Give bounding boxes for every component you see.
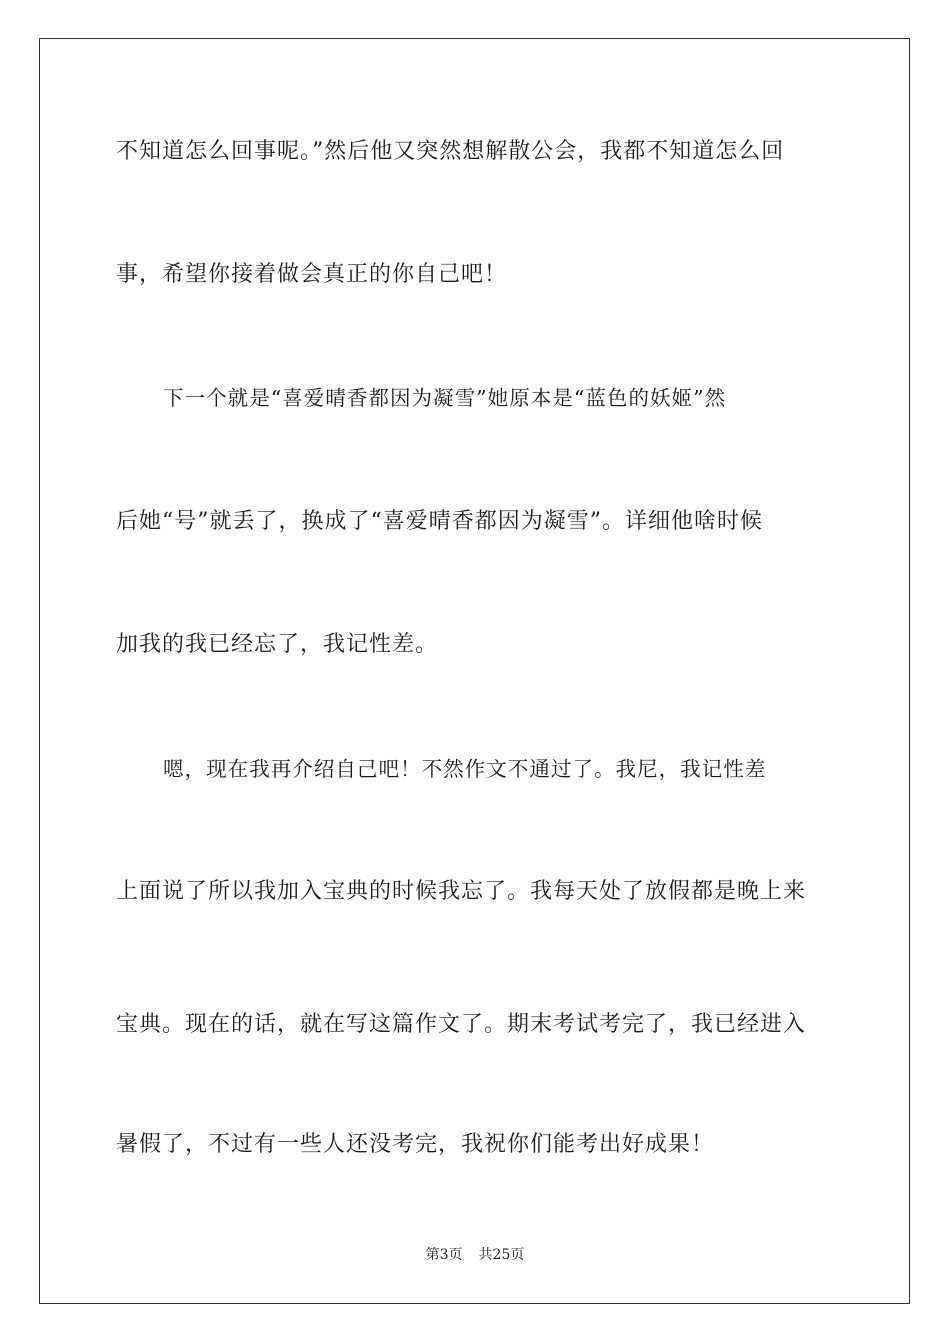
text-line-9: 暑假了，不过有一些人还没考完，我祝你们能考出好成果！ — [116, 1132, 715, 1157]
page-border — [39, 38, 910, 1304]
text-line-3: 下一个就是“喜爱晴香都因为凝雪”她原本是“蓝色的妖姬”然 — [163, 386, 727, 410]
text-line-7: 上面说了所以我加入宝典的时候我忘了。我每天处了放假都是晚上来 — [116, 879, 807, 904]
page-total: 共25页 — [478, 1247, 525, 1263]
text-line-4: 后她“号”就丢了，换成了“喜爱晴香都因为凝雪”。详细他啥时候 — [116, 509, 763, 534]
text-line-5: 加我的我已经忘了，我记性差。 — [116, 632, 439, 657]
page-number: 第3页 — [425, 1247, 463, 1263]
text-line-6: 嗯，现在我再介绍自己吧！不然作文不通过了。我尼，我记性差 — [163, 757, 767, 781]
text-line-8: 宝典。现在的话，就在写这篇作文了。期末考试考完了，我已经进入 — [116, 1012, 807, 1037]
page-footer — [0, 1245, 950, 1265]
text-line-1: 不知道怎么回事呢。”然后他又突然想解散公会，我都不知道怎么回 — [116, 139, 785, 164]
text-line-2: 事，希望你接着做会真正的你自己吧！ — [116, 262, 508, 287]
